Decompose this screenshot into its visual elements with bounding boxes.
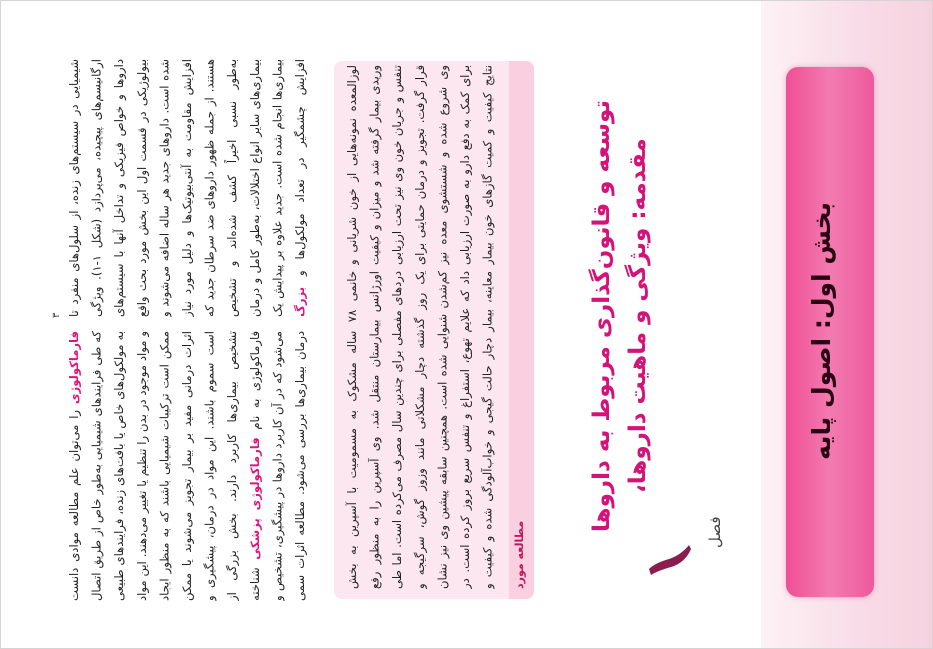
chapter-title-line-1: مقدمه: ویژگی و ماهیت داروها، bbox=[625, 138, 651, 494]
body-continued-text: شیمیایی در سیستم‌های زنده، از سلول‌های منفرد تا ارگانیسم‌های پیچیده، می‌پردازد (شکل ۱-۱). ویژگی داروها و خواص فیزیکی و تداخل آنها با سیستم‌های بیولوژیکی در قسمت اول این بخش مورد بحث واقع شده است. داروهای جدید هر ساله اضافه می‌شوند و افزایش مقاومت به آنتی‌بیوتیک‌ها و دلیل مورد نیاز هستند. از جمله ظهور داروهای ضد سرطان جدید که به‌طور نسبی اخیراً کشف شده‌اند و تشخیص بیماری‌های سایر انواع اختلالات، به‌طور کامل و درمان بیماری‌ها انجام شده است. جدید علاوه بر پیدایش یک افزایش چشمگیر در تعداد مولکول‌ها و bbox=[67, 59, 307, 317]
chapter-label: فصل bbox=[706, 516, 724, 548]
body-paragraph-intro bbox=[63, 331, 315, 601]
term-pharmacology: فارماکولوژی bbox=[67, 331, 81, 405]
case-study-label-strip bbox=[509, 61, 534, 599]
body-paragraph-continued bbox=[63, 59, 315, 317]
case-study-label: مطالعه مورد bbox=[513, 521, 526, 590]
case-study-text: خانمی ۷۸ ساله مشکوک به مسمومیت با آسپرین به بخش اورژانس بیمارستان منتقل شد. وی آسپرین را به منظور رفع دردهای مفصلی برای چندین سال مصرف می‌کرده است. اما طی یک روز گذشته دچار مشکلاتی مانند وزوز گوش، سرگیجه و کم‌شدن شنوایی شده است. همچنین سابقه پیشین وی نیز نشان داد که علایم تهوع، استفراغ و تنفس سریع بروز کرده است. در معاینه، بیمار دچار حالت گیجی و خواب‌آلودگی شده و کیفیت و bbox=[345, 271, 495, 589]
body-intro-text-2: شناخته می‌شود که در آن کاربرد داروها در پیشگیری، تشخیص و درمان بیماری‌ها بررسی می‌شود. مطالعه اثرات سمی bbox=[247, 331, 307, 601]
part-title: بخش اول: اصول پایه bbox=[807, 201, 836, 461]
chapter-number-shape bbox=[645, 539, 693, 579]
term-medical-pharmacology: فارماکولوژی پزشکی bbox=[247, 437, 262, 560]
chapter-title-line-2: توسعه و قانون‌گذاری مربوط به داروها bbox=[589, 99, 615, 533]
term-big-pharma: بزرگ bbox=[292, 286, 307, 317]
body-intro-text: را می‌توان علم مطالعه موادی دانست که طی فرایندهای شیمیایی به‌طور خاص از طریق اتصال به مولکول‌های خاص یا بافت‌های زنده، فرایندهای طبیعی و مواد موجود در بدن را تنظیم یا تغییر می‌دهند. این مواد ممکن است ترکیبات شیمیایی باشند که به منظور ایجاد اثرات درمانی مفید بر بیمار تجویز می‌شوند یا ممکن است سموم باشند. این مواد در درمان، پیشگیری و تشخیص بیماری‌ها کاربرد دارند. بخش بزرگی از فارماکولوژی به نام bbox=[67, 331, 262, 601]
case-study-text-continued: لوزالمعده نمونه‌هایی از خون‌ شریانی و وریدی بیمار گرفته شد و میزان و کیفیت تنفس و جریان خون وی نیز تحت ارزیابی قرار گرفت. تجویز و درمان حمایتی برای وی شروع شده و شستشوی معده نیز برای کمک به دفع دارو به صورت ارزیابی نتایج کیفیت و کمیت گازهای خون بیمار bbox=[345, 65, 495, 265]
page-number: ۳ bbox=[51, 313, 62, 319]
